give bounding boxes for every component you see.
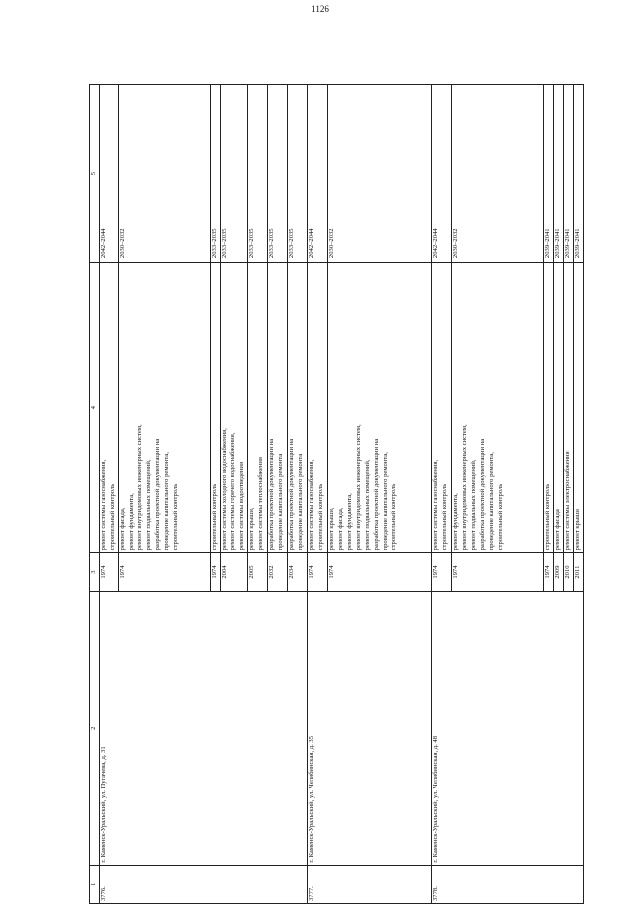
header-cell: 2	[90, 591, 100, 865]
work-item: ремонт крыши,	[328, 507, 336, 551]
work-item: ремонт фасада,	[118, 507, 126, 551]
work-list	[452, 263, 544, 553]
construction-year: 1974	[308, 553, 328, 591]
work-item: ремонт системы горячего водоснабжения,	[229, 432, 237, 551]
work-list	[432, 263, 452, 553]
work-item: ремонт внутридомовых инженерных систем,	[136, 424, 144, 551]
work-item: ремонт фундамента,	[452, 493, 460, 551]
work-list	[288, 263, 308, 553]
work-item: ремонт фундамента,	[127, 493, 135, 551]
work-item: ремонт внутридомовых инженерных систем,	[461, 424, 469, 551]
work-item: разработка проектной документации на	[478, 438, 486, 551]
entry-number: 3776.	[99, 865, 307, 903]
construction-year: 2005	[248, 553, 268, 591]
repair-period: 2033–2035	[268, 85, 288, 263]
work-item: строительный контроль	[172, 483, 180, 551]
entry-address: г. Каменск-Уральский, ул. Челябинская, д. 35	[308, 591, 432, 865]
repair-period: 2042–2044	[308, 85, 328, 263]
construction-year: 1974	[452, 553, 544, 591]
header-cell: 4	[90, 263, 100, 553]
work-list	[573, 263, 583, 553]
header-cell: 3	[90, 553, 100, 591]
construction-year: 1974	[328, 553, 432, 591]
work-list	[544, 263, 554, 553]
work-item: проведение капитального ремонта	[297, 453, 305, 551]
work-item: ремонт фасада	[554, 509, 562, 551]
work-item: ремонт системы газоснабжения,	[432, 459, 440, 551]
work-list	[308, 263, 328, 553]
work-item: ремонт подвальных помещений,	[363, 459, 371, 551]
header-cell: 5	[90, 85, 100, 263]
work-item: разработка проектной документации на	[268, 438, 276, 551]
construction-year: 2010	[564, 553, 574, 591]
work-list	[564, 263, 574, 553]
work-list	[99, 263, 118, 553]
work-item: ремонт подвальных помещений,	[470, 459, 478, 551]
repair-period: 2033–2035	[288, 85, 308, 263]
work-item: проведение капитального ремонта,	[487, 452, 495, 551]
work-item: разработка проектной документации на	[288, 438, 296, 551]
work-item: строительный контроль	[544, 483, 552, 551]
work-item: проведение капитального ремонта,	[381, 452, 389, 551]
work-item: разработка проектной документации на	[154, 438, 162, 551]
table-row	[308, 85, 328, 904]
work-item: ремонт фасада,	[337, 507, 345, 551]
work-list	[554, 263, 564, 553]
work-list	[268, 263, 288, 553]
work-item: ремонт крыши,	[248, 507, 256, 551]
construction-year: 1974	[99, 553, 118, 591]
table-row	[99, 85, 118, 904]
work-item: ремонт системы электроснабжения	[564, 451, 572, 551]
work-list	[328, 263, 432, 553]
work-item: ремонт системы холодного водоснабжения,	[220, 428, 228, 551]
work-list	[118, 263, 210, 553]
repair-period: 2039–2041	[564, 85, 574, 263]
work-item: строительный контроль	[210, 483, 218, 551]
table-row	[432, 85, 452, 904]
work-item: строительный контроль	[496, 483, 504, 551]
construction-year: 1974	[544, 553, 554, 591]
repair-period: 2039–2041	[544, 85, 554, 263]
repair-period: 2030–2032	[328, 85, 432, 263]
entry-address: г. Каменск-Уральский, ул. Челябинская, д. 48	[432, 591, 584, 865]
work-item: ремонт системы водоотведения	[238, 462, 246, 551]
repair-period: 2042–2044	[99, 85, 118, 263]
work-item: ремонт крыши	[573, 509, 581, 551]
construction-year: 1974	[210, 553, 220, 591]
work-item: ремонт системы газоснабжения,	[308, 459, 316, 551]
work-item: ремонт фундамента,	[346, 493, 354, 551]
construction-year: 1974	[118, 553, 210, 591]
repair-period: 2039–2041	[573, 85, 583, 263]
work-item: проведение капитального ремонта,	[163, 452, 171, 551]
construction-year: 2009	[554, 553, 564, 591]
construction-year: 1974	[432, 553, 452, 591]
work-list	[210, 263, 220, 553]
entry-number: 3778.	[432, 865, 584, 903]
page-number: 1126	[311, 4, 329, 14]
repair-schedule-table	[89, 84, 584, 904]
header-cell: 1	[90, 865, 100, 903]
construction-year: 2032	[268, 553, 288, 591]
construction-year: 2011	[573, 553, 583, 591]
work-list	[248, 263, 268, 553]
header-row	[90, 85, 100, 904]
repair-period: 2042–2044	[432, 85, 452, 263]
work-item: ремонт системы теплоснабжения	[257, 457, 265, 551]
work-item: строительный контроль	[317, 483, 325, 551]
repair-period: 2030–2032	[118, 85, 210, 263]
entry-address: г. Каменск-Уральский, ул. Пугачева, д. 31	[99, 591, 307, 865]
repair-period: 2030–2032	[452, 85, 544, 263]
repair-period: 2039–2041	[554, 85, 564, 263]
work-item: строительный контроль	[108, 483, 116, 551]
repair-period: 2033–2035	[220, 85, 248, 263]
construction-year: 2004	[220, 553, 248, 591]
repair-period: 2033–2035	[210, 85, 220, 263]
construction-year: 2034	[288, 553, 308, 591]
repair-period: 2033–2035	[248, 85, 268, 263]
work-item: разработка проектной документации на	[372, 438, 380, 551]
work-item: ремонт подвальных помещений,	[145, 459, 153, 551]
work-item: строительный контроль	[441, 483, 449, 551]
work-list	[220, 263, 248, 553]
work-item: ремонт внутридомовых инженерных систем,	[354, 424, 362, 551]
rotated-table-sheet	[89, 84, 603, 904]
work-item: строительный контроль	[390, 483, 398, 551]
work-item: ремонт системы газоснабжения,	[99, 459, 107, 551]
entry-number: 3777.	[308, 865, 432, 903]
work-item: проведение капитального ремонта	[277, 453, 285, 551]
